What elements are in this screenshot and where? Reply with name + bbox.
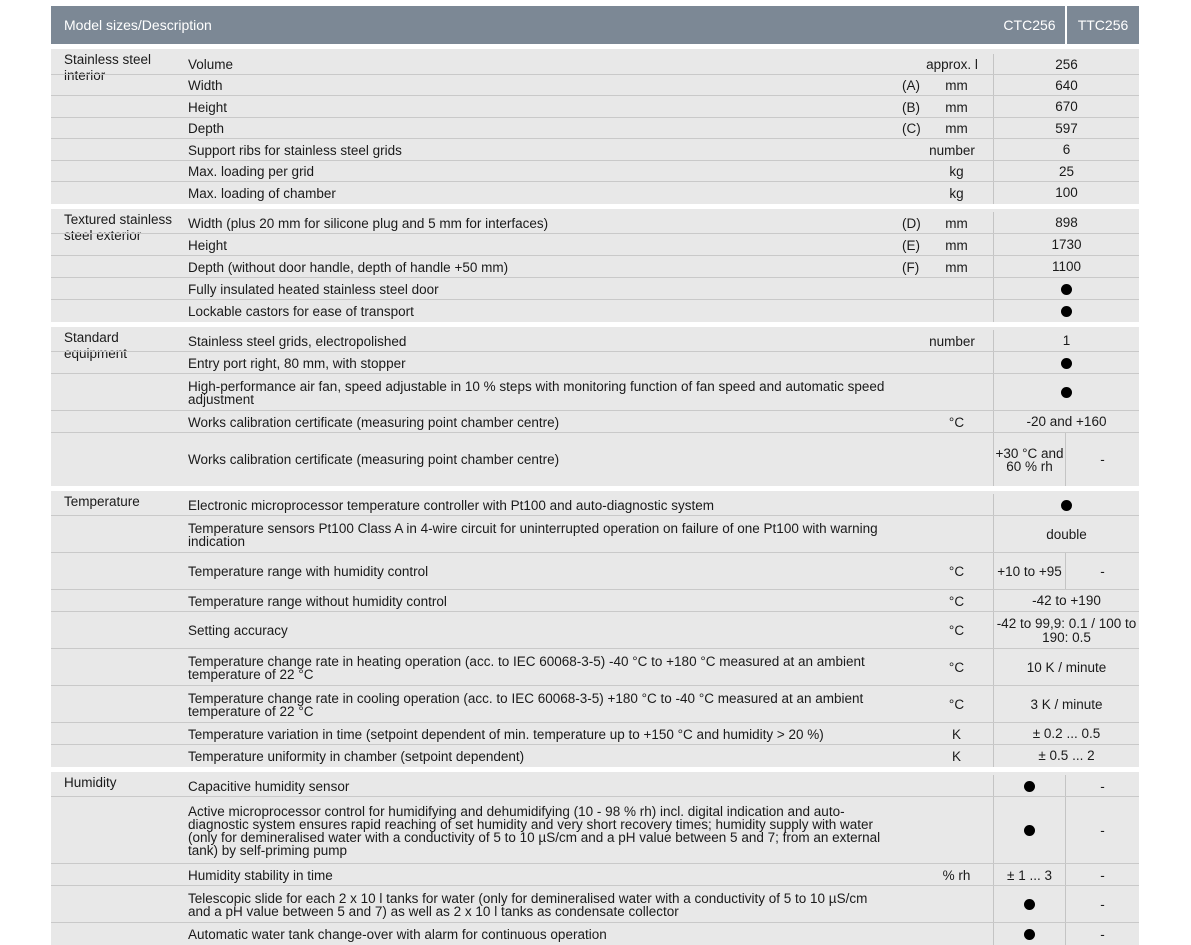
value-ttc	[1066, 797, 1139, 864]
spec-unit	[920, 649, 993, 686]
value-both-models-text: 10 K / minute	[1026, 659, 1107, 675]
spec-unit	[920, 161, 993, 182]
spec-description	[188, 649, 888, 686]
spec-unit	[920, 590, 993, 612]
spec-description	[188, 300, 888, 322]
spec-unit-text: °C	[948, 623, 965, 638]
spec-unit-text: mm	[945, 237, 968, 253]
spec-row	[51, 745, 1139, 767]
spec-row	[51, 139, 1139, 161]
dimension-letter-text: (A)	[902, 78, 920, 93]
value-both-models	[994, 352, 1139, 374]
spec-description-text: Depth	[188, 121, 225, 136]
spec-unit	[920, 864, 993, 886]
spec-unit	[920, 96, 993, 118]
value-both-models	[994, 139, 1139, 161]
spec-description-text: Setting accuracy	[188, 623, 288, 638]
dimension-letter	[902, 234, 920, 256]
value-both-models	[994, 745, 1139, 767]
spec-unit-text: °C	[948, 564, 965, 579]
value-both-models-text: 898	[1055, 215, 1078, 230]
spec-row	[51, 864, 1139, 886]
value-both-models-text: 670	[1055, 99, 1078, 114]
value-both-models	[994, 516, 1139, 553]
spec-row	[51, 494, 1139, 516]
value-ttc-text: -	[1100, 564, 1105, 579]
spec-description	[188, 96, 888, 118]
spec-description	[188, 352, 888, 374]
value-ctc	[994, 797, 1065, 864]
spec-description-text: Active microprocessor control for humidifying and dehumidifying (10 - 98 % rh) incl. digital indication and auto-diagnostic system ensures rapid reaching of set humidity and very short recovery times; humidity supply with water (only for demineralised water with a conductivity of 5 to 10 µS/cm and a pH value between 5 and 7; from an external tank) by self-priming pump	[188, 803, 881, 858]
spec-row	[51, 278, 1139, 300]
spec-description	[188, 723, 888, 745]
value-ctc-text: +30 °C and 60 % rh	[995, 445, 1064, 474]
spec-unit-text: mm	[945, 259, 968, 275]
value-both-models-text: -42 to 99,9: 0.1 / 100 to 190: 0.5	[996, 615, 1137, 645]
bullet-icon	[1024, 899, 1035, 910]
spec-description	[188, 797, 888, 864]
spec-description	[188, 234, 888, 256]
spec-description-text: Width (plus 20 mm for silicone plug and 5 mm for interfaces)	[188, 215, 549, 231]
value-ctc	[994, 923, 1065, 945]
spec-description	[188, 494, 888, 516]
value-both-models	[994, 494, 1139, 516]
spec-unit-text: °C	[948, 660, 965, 675]
value-ttc	[1066, 923, 1139, 945]
bullet-icon	[1061, 358, 1072, 369]
spec-unit	[920, 212, 993, 234]
spec-description	[188, 182, 888, 204]
spec-description-text: Temperature variation in time (setpoint dependent of min. temperature up to +150 °C and humidity > 20 %)	[188, 726, 824, 742]
section-label: Stainless steel interior	[64, 52, 152, 83]
value-both-models-text: 100	[1055, 185, 1078, 200]
spec-description	[188, 433, 888, 486]
spec-description	[188, 212, 888, 234]
spec-row	[51, 374, 1139, 411]
header-title: Model sizes/Description	[64, 17, 212, 33]
spec-row	[51, 649, 1139, 686]
spec-row	[51, 923, 1139, 945]
spec-description-text: Max. loading per grid	[188, 164, 315, 179]
spec-description	[188, 256, 888, 278]
spec-description-text: Support ribs for stainless steel grids	[188, 142, 402, 158]
value-ttc	[1066, 886, 1139, 923]
dimension-letter	[902, 256, 920, 278]
bullet-icon	[1024, 825, 1035, 836]
spec-row	[51, 212, 1139, 234]
section	[51, 209, 1139, 322]
spec-description-text: High-performance air fan, speed adjustable in 10 % steps with monitoring function of fan speed and automatic speed adjustment	[188, 378, 885, 407]
spec-row	[51, 300, 1139, 322]
spec-unit-text: % rh	[942, 867, 971, 883]
spec-unit	[920, 723, 993, 745]
section	[51, 327, 1139, 486]
value-both-models	[994, 649, 1139, 686]
value-both-models	[994, 75, 1139, 96]
value-both-models-text: 25	[1058, 163, 1075, 179]
value-ctc	[994, 433, 1065, 486]
value-both-models	[994, 212, 1139, 234]
value-both-models	[994, 96, 1139, 118]
spec-description-text: Max. loading of chamber	[188, 185, 336, 201]
spec-description	[188, 686, 888, 723]
spec-row	[51, 234, 1139, 256]
value-both-models-text: -20 and +160	[1026, 414, 1107, 429]
dimension-letter	[902, 212, 920, 234]
spec-row	[51, 590, 1139, 612]
value-both-models	[994, 182, 1139, 204]
spec-description-text: Humidity stability in time	[188, 867, 333, 883]
spec-description-text: Capacitive humidity sensor	[188, 778, 350, 794]
spec-unit	[920, 612, 993, 649]
value-both-models-text: 1730	[1051, 237, 1082, 252]
value-both-models	[994, 118, 1139, 139]
spec-row	[51, 516, 1139, 553]
spec-description	[188, 745, 888, 767]
spec-description-text: Entry port right, 80 mm, with stopper	[188, 355, 406, 371]
value-both-models	[994, 330, 1139, 352]
value-ttc-text: -	[1100, 452, 1105, 467]
spec-unit-text: kg	[949, 185, 964, 201]
spec-row	[51, 256, 1139, 278]
spec-row	[51, 553, 1139, 590]
spec-description	[188, 553, 888, 590]
spec-description	[188, 161, 888, 182]
dimension-letter	[902, 75, 920, 96]
spec-description	[188, 590, 888, 612]
spec-description-text: Stainless steel grids, electropolished	[188, 333, 407, 349]
spec-description	[188, 75, 888, 96]
dimension-letter	[902, 118, 920, 139]
spec-unit-text: number	[929, 333, 975, 349]
value-both-models	[994, 54, 1139, 75]
bullet-icon	[1061, 500, 1072, 511]
spec-unit-text: approx. l	[926, 57, 978, 72]
spec-unit	[920, 256, 993, 278]
spec-unit	[920, 686, 993, 723]
table-header	[51, 6, 1139, 44]
value-both-models	[994, 612, 1139, 649]
spec-description	[188, 139, 888, 161]
spec-unit	[920, 118, 993, 139]
value-both-models-text: 3 K / minute	[1030, 696, 1103, 712]
value-both-models	[994, 256, 1139, 278]
spec-unit	[911, 139, 993, 161]
spec-description-text: Fully insulated heated stainless steel door	[188, 281, 439, 297]
header-model-ctc: CTC256	[1003, 17, 1056, 33]
bullet-icon	[1024, 781, 1035, 792]
section-label: Textured stainless steel exterior	[64, 212, 173, 243]
spec-unit-text: K	[951, 748, 961, 764]
spec-row	[51, 118, 1139, 139]
section-label: Standard equipment	[64, 330, 128, 361]
spec-description-text: Temperature sensors Pt100 Class A in 4-wire circuit for uninterrupted operation on failure of one Pt100 with warning indication	[188, 520, 878, 549]
spec-row	[51, 723, 1139, 745]
value-both-models	[994, 686, 1139, 723]
value-both-models-text: 6	[1062, 142, 1071, 157]
spec-description-text: Electronic microprocessor temperature controller with Pt100 and auto-diagnostic system	[188, 497, 714, 513]
spec-row	[51, 612, 1139, 649]
spec-description	[188, 411, 888, 433]
dimension-letter-text: (E)	[902, 237, 920, 253]
spec-description-text: Temperature range without humidity control	[188, 593, 447, 609]
value-ttc-text: -	[1100, 823, 1105, 838]
spec-description-text: Works calibration certificate (measuring point chamber centre)	[188, 414, 560, 430]
section	[51, 491, 1139, 767]
spec-unit	[920, 553, 993, 590]
value-both-models	[994, 411, 1139, 433]
spec-unit-text: mm	[945, 78, 968, 93]
spec-unit-text: number	[929, 142, 975, 158]
value-ttc-text: -	[1100, 897, 1105, 912]
spec-row	[51, 797, 1139, 864]
value-both-models	[994, 234, 1139, 256]
spec-description	[188, 612, 888, 649]
spec-description-text: Height	[188, 99, 228, 115]
spec-description-text: Automatic water tank change-over with alarm for continuous operation	[188, 926, 607, 942]
dimension-letter-text: (B)	[902, 99, 920, 115]
spec-row	[51, 886, 1139, 923]
spec-unit	[920, 75, 993, 96]
spec-unit-text: °C	[948, 414, 965, 430]
spec-row	[51, 330, 1139, 352]
spec-row	[51, 54, 1139, 75]
dimension-letter-text: (D)	[902, 215, 921, 231]
spec-description	[188, 278, 888, 300]
value-both-models-text: ± 0.5 ... 2	[1038, 748, 1095, 763]
spec-unit-text: kg	[949, 164, 964, 179]
spec-row	[51, 433, 1139, 486]
value-both-models	[994, 590, 1139, 612]
value-both-models-text: -42 to +190	[1032, 593, 1101, 608]
dimension-letter-text: (C)	[902, 121, 921, 136]
value-ttc	[1066, 864, 1139, 886]
spec-unit-text: K	[951, 726, 961, 742]
value-both-models	[994, 374, 1139, 411]
spec-unit	[920, 745, 993, 767]
spec-description-text: Temperature range with humidity control	[188, 564, 429, 579]
bullet-icon	[1024, 929, 1035, 940]
value-both-models-text: 597	[1055, 120, 1078, 136]
spec-row	[51, 775, 1139, 797]
spec-description	[188, 54, 888, 75]
dimension-letter-text: (F)	[902, 259, 920, 275]
spec-description	[188, 923, 888, 945]
value-ttc-text: -	[1100, 926, 1105, 942]
spec-unit-text: mm	[945, 121, 968, 136]
spec-description	[188, 330, 888, 352]
spec-unit-text: °C	[948, 697, 965, 712]
spec-sheet	[51, 6, 1139, 945]
spec-unit-text: mm	[945, 99, 968, 115]
value-ctc-text: ± 1 ... 3	[1007, 867, 1052, 883]
spec-description	[188, 775, 888, 797]
spec-description-text: Depth (without door handle, depth of handle +50 mm)	[188, 259, 509, 275]
value-both-models	[994, 723, 1139, 745]
spec-row	[51, 352, 1139, 374]
spec-description-text: Lockable castors for ease of transport	[188, 303, 414, 319]
spec-unit-text: °C	[948, 593, 965, 609]
value-ctc	[994, 864, 1065, 886]
value-ctc	[994, 886, 1065, 923]
bullet-icon	[1061, 306, 1072, 317]
spec-row	[51, 686, 1139, 723]
value-both-models	[994, 278, 1139, 300]
value-both-models-text: double	[1046, 526, 1087, 542]
spec-row	[51, 161, 1139, 182]
spec-unit	[911, 54, 993, 75]
spec-description-text: Height	[188, 237, 228, 253]
spec-unit	[920, 411, 993, 433]
spec-description-text: Temperature change rate in heating operation (acc. to IEC 60068-3-5) -40 °C to +180 °C measured at an ambient temperature of 22 °C	[188, 653, 865, 682]
section	[51, 772, 1139, 945]
spec-row	[51, 75, 1139, 96]
spec-description-text: Telescopic slide for each 2 x 10 l tanks for water (only for demineralised water with a conductivity of 5 to 10 µS/cm and a pH value between 5 and 7) as well as 2 x 10 l tanks as condensate collector	[188, 890, 868, 919]
value-both-models-text: 640	[1055, 77, 1078, 93]
value-ctc-text: +10 to +95	[997, 564, 1062, 579]
spec-description	[188, 516, 888, 553]
spec-unit	[920, 234, 993, 256]
value-ttc-text: -	[1100, 867, 1105, 883]
value-both-models-text: ± 0.2 ... 0.5	[1032, 726, 1101, 741]
spec-description-text: Width	[188, 78, 223, 93]
spec-row	[51, 411, 1139, 433]
value-ttc	[1066, 775, 1139, 797]
value-both-models	[994, 161, 1139, 182]
value-ctc	[994, 553, 1065, 590]
value-ctc	[994, 775, 1065, 797]
header-model-ttc: TTC256	[1077, 17, 1129, 33]
spec-description	[188, 118, 888, 139]
spec-unit	[911, 330, 993, 352]
section-label: Temperature	[64, 494, 140, 509]
value-both-models-text: 256	[1055, 56, 1078, 72]
value-both-models-text: 1	[1062, 333, 1071, 348]
spec-description	[188, 886, 888, 923]
section-label: Humidity	[64, 775, 117, 790]
spec-row	[51, 96, 1139, 118]
bullet-icon	[1061, 387, 1072, 398]
section	[51, 49, 1139, 204]
value-both-models-text: 1100	[1051, 259, 1082, 274]
value-ttc	[1066, 553, 1139, 590]
dimension-letter	[902, 96, 920, 118]
spec-description	[188, 864, 888, 886]
spec-description-text: Temperature change rate in cooling operation (acc. to IEC 60068-3-5) +180 °C to -40 °C measured at an ambient temperature of 22 °C	[188, 690, 864, 719]
value-ttc-text: -	[1100, 778, 1105, 794]
spec-unit-text: mm	[945, 215, 968, 231]
spec-description-text: Temperature uniformity in chamber (setpoint dependent)	[188, 748, 525, 764]
bullet-icon	[1061, 284, 1072, 295]
spec-row	[51, 182, 1139, 204]
value-ttc	[1066, 433, 1139, 486]
spec-unit	[920, 182, 993, 204]
spec-description	[188, 374, 888, 411]
value-both-models	[994, 300, 1139, 322]
spec-description-text: Works calibration certificate (measuring point chamber centre)	[188, 452, 560, 467]
spec-description-text: Volume	[188, 57, 234, 72]
